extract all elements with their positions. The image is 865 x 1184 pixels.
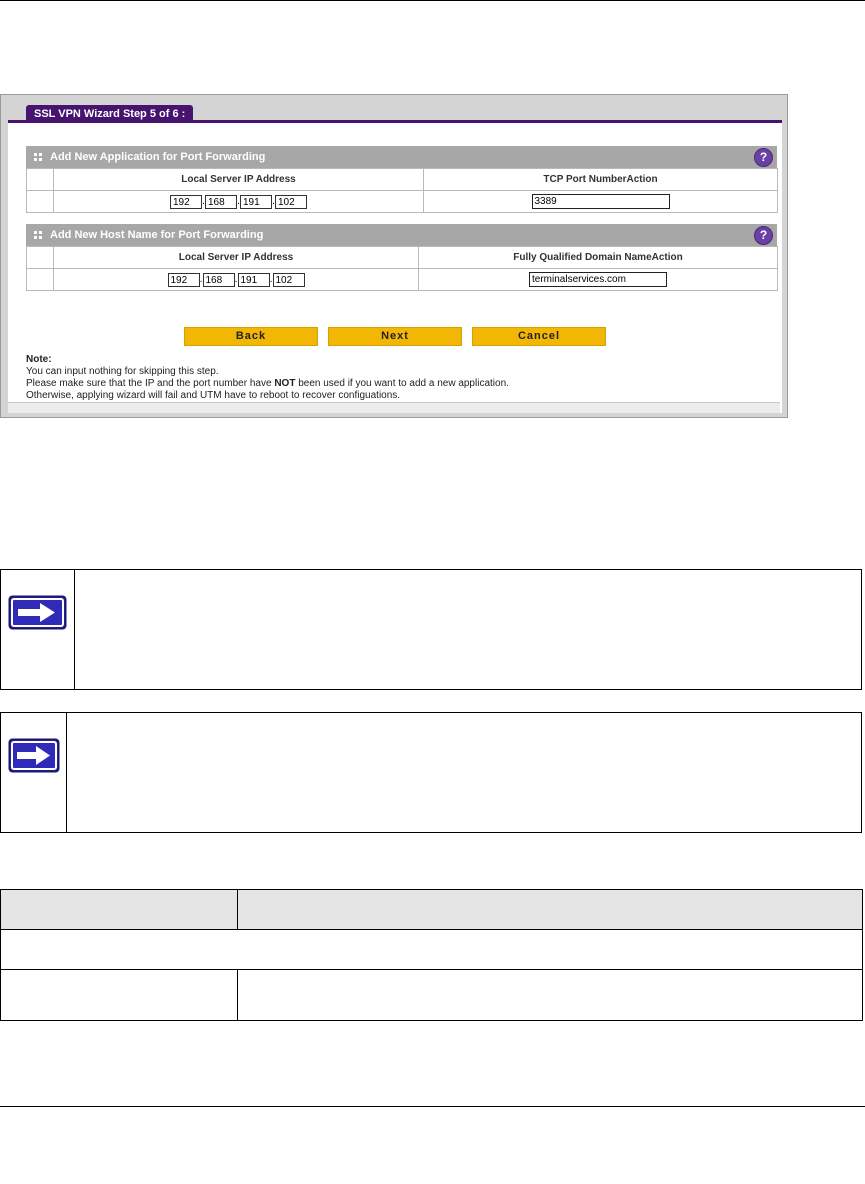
column-header-fqdn: Fully Qualified Domain NameAction — [419, 247, 778, 269]
note-line-2-emphasis: NOT — [274, 378, 296, 389]
dot-separator: . — [237, 196, 240, 207]
note-title: Note: — [26, 354, 52, 365]
description-table — [0, 889, 863, 1021]
dot-separator: . — [234, 274, 238, 285]
dot-separator: . — [269, 274, 273, 285]
port-cell — [424, 191, 778, 213]
ip-octet-4-input[interactable]: 102 — [275, 195, 307, 209]
fqdn-input[interactable]: terminalservices.com — [529, 272, 667, 287]
ip-octet-3-input[interactable]: 191 — [240, 195, 272, 209]
ip-octet-3-input[interactable]: 191 — [238, 273, 270, 287]
cancel-button[interactable]: Cancel — [472, 327, 606, 346]
wizard-footer — [8, 402, 780, 413]
table-header-row — [27, 247, 778, 269]
arrow-right-icon — [8, 595, 67, 630]
ip-octet-1-input[interactable]: 192 — [168, 273, 200, 287]
top-rule — [0, 0, 865, 1]
ip-octet-2-input[interactable]: 168 — [205, 195, 237, 209]
footer-rule — [0, 1106, 865, 1107]
note-line-2-end: been used if you want to add a new application. — [295, 378, 509, 389]
note-line-3: Otherwise, applying wizard will fail and UTM have to reboot to recover configuations. — [26, 390, 401, 401]
dot-separator: . — [272, 196, 275, 207]
section-cell — [1, 930, 863, 970]
next-button[interactable]: Next — [328, 327, 462, 346]
header-cell-setting — [1, 890, 238, 930]
tcp-port-input[interactable]: 3389 — [532, 194, 670, 209]
table-row — [1, 970, 863, 1021]
note-icon-cell — [1, 570, 75, 689]
note-line-2-start: Please make sure that the IP and the port number have — [26, 378, 275, 389]
table-section-row — [1, 930, 863, 970]
column-header-port: TCP Port NumberAction — [424, 169, 778, 191]
wizard-step-tab[interactable]: SSL VPN Wizard Step 5 of 6 : — [26, 105, 193, 123]
column-header-ip: Local Server IP Address — [54, 247, 419, 269]
help-icon[interactable]: ? — [754, 148, 773, 167]
note-box-2 — [0, 712, 862, 833]
wizard-note — [26, 354, 509, 402]
application-table — [26, 168, 778, 213]
table-row — [27, 191, 778, 213]
ip-octet-1-input[interactable]: 192 — [170, 195, 202, 209]
note-icon-cell — [1, 713, 67, 832]
table-header-row — [27, 169, 778, 191]
row-marker — [27, 191, 54, 213]
ip-octet-2-input[interactable]: 168 — [203, 273, 235, 287]
grid-icon — [34, 231, 42, 239]
column-header-ip: Local Server IP Address — [54, 169, 424, 191]
wizard-screenshot — [0, 94, 788, 418]
host-name-table — [26, 246, 778, 291]
table-header-row — [1, 890, 863, 930]
note-box-1 — [0, 569, 862, 690]
wizard-panel — [8, 120, 782, 413]
section-title: Add New Host Name for Port Forwarding — [50, 229, 264, 241]
row-marker — [27, 269, 54, 291]
grid-icon — [34, 153, 42, 161]
back-button[interactable]: Back — [184, 327, 318, 346]
row-marker — [27, 247, 54, 269]
section-header-host — [26, 224, 777, 246]
section-title: Add New Application for Port Forwarding — [50, 151, 266, 163]
description-cell — [238, 970, 863, 1021]
help-icon[interactable]: ? — [754, 226, 773, 245]
section-header-application — [26, 146, 777, 168]
ip-address-cell — [54, 269, 419, 291]
fqdn-cell — [419, 269, 778, 291]
row-marker — [27, 169, 54, 191]
note-line-2 — [26, 378, 509, 390]
ip-address-cell — [54, 191, 424, 213]
arrow-right-icon — [8, 738, 60, 773]
table-row — [27, 269, 778, 291]
dot-separator: . — [202, 196, 205, 207]
dot-separator: . — [199, 274, 203, 285]
note-line-1: You can input nothing for skipping this step. — [26, 366, 219, 377]
header-cell-description — [238, 890, 863, 930]
ip-octet-4-input[interactable]: 102 — [273, 273, 305, 287]
setting-cell — [1, 970, 238, 1021]
